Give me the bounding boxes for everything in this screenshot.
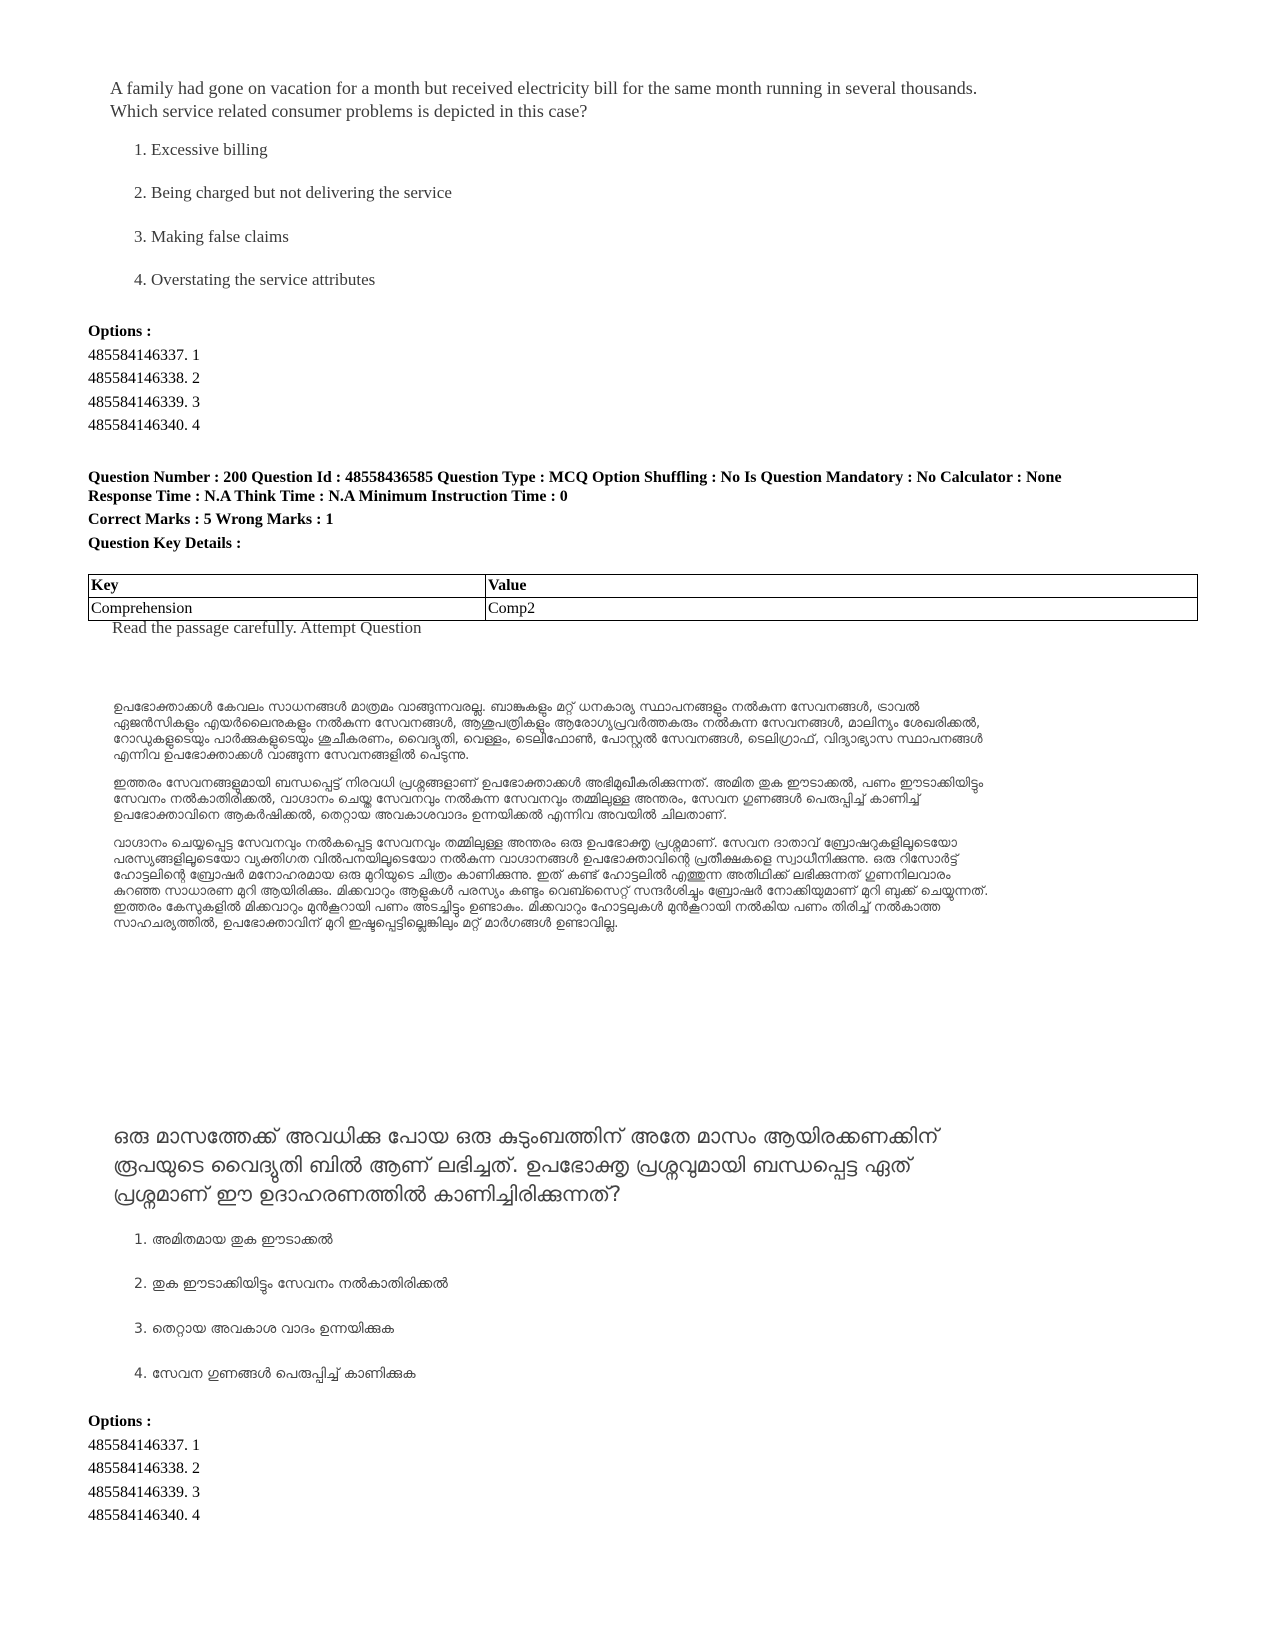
option-id: 485584146337. 1 — [88, 347, 200, 364]
passage-paragraph: ഉപഭോക്താക്കൾ കേവലം സാധനങ്ങൾ മാത്രമം വാങ്ങുന്നവരല്ല. ബാങ്കുകളും മറ്റ് ധനകാര്യ സ്ഥാപനങ്ങളും നൽകുന്ന സേവനങ്ങൾ, ട്രാവൽ ഏജൻസികളും എയർലൈനുകളും നൽകുന്ന സേവനങ്ങൾ, ആശുപത്രികളും ആരോഗ്യപ്രവർത്തകരും നൽകുന്ന സേവനങ്ങൾ, മാലിന്യം ശേഖരിക്കൽ, റോഡുകളുടെയും പാർക്കുകളുടെയും ശുചീകരണം, വൈദ്യുതി, വെള്ളം, ടെലിഫോൺ, പോസ്റ്റൽ സേവനങ്ങൾ, ടെലിഗ്രാഫ്, വിദ്യാഭ്യാസ സ്ഥാപനങ്ങൾ എന്നിവ ഉപഭോക്താക്കൾ വാങ്ങുന്ന സേവനങ്ങളിൽ പെടുന്നു. — [113, 700, 983, 763]
question-text — [110, 77, 1010, 123]
choice-item: 4. സേവന ഗുണങ്ങൾ പെരുപ്പിച്ച് കാണിക്കുക — [134, 1366, 416, 1382]
choice-item: 3. തെറ്റായ അവകാശ വാദം ഉന്നയിക്കുക — [134, 1321, 394, 1337]
option-id: 485584146338. 2 — [88, 370, 200, 387]
option-id: 485584146339. 3 — [88, 394, 200, 411]
key-details-label: Question Key Details : — [88, 535, 242, 552]
choice-item: 2. തുക ഈടാക്കിയിട്ടും സേവനം നൽകാതിരിക്കൽ — [134, 1276, 448, 1292]
option-id: 485584146338. 2 — [88, 1460, 200, 1477]
question-header — [88, 468, 1208, 506]
marks-line: Correct Marks : 5 Wrong Marks : 1 — [88, 511, 334, 528]
table-header-cell: Value — [486, 575, 1198, 598]
option-id: 485584146339. 3 — [88, 1484, 200, 1501]
table-cell: Comp2 — [486, 598, 1198, 621]
option-id: 485584146337. 1 — [88, 1437, 200, 1454]
table-header-cell: Key — [89, 575, 486, 598]
passage-instruction: Read the passage carefully. Attempt Question — [112, 618, 422, 637]
choice-item: 3. Making false claims — [134, 227, 289, 246]
malayalam-question: ഒരു മാസത്തേക്ക് അവധിക്കു പോയ ഒരു കുടുംബത്തിന് അതേ മാസം ആയിരക്കണക്കിന് രൂപയുടെ വൈദ്യുതി ബിൽ ആണ് ലഭിച്ചത്. ഉപഭോക്തൃ പ്രശ്നവുമായി ബന്ധപ്പെട്ട ഏത് പ്രശ്നമാണ് ഈ ഉദാഹരണത്തിൽ കാണിച്ചിരിക്കുന്നത്? — [113, 1124, 939, 1206]
table-cell: Comprehension — [89, 598, 486, 621]
choice-item: 4. Overstating the service attributes — [134, 270, 376, 289]
question-header-line2: Response Time : N.A Think Time : N.A Minimum Instruction Time : 0 — [88, 488, 568, 505]
table-header-row — [89, 575, 1198, 598]
choice-item: 1. Excessive billing — [134, 140, 268, 159]
question-stem: A family had gone on vacation for a month but received electricity bill for the same month running in several thousands. Which service related consumer problems is depicted in this case? — [110, 78, 978, 121]
passage — [113, 700, 993, 944]
option-id: 485584146340. 4 — [88, 417, 200, 434]
option-id: 485584146340. 4 — [88, 1507, 200, 1524]
options-label: Options : — [88, 323, 152, 340]
passage-paragraph: ഇത്തരം സേവനങ്ങളുമായി ബന്ധപ്പെട്ട് നിരവധി പ്രശ്നങ്ങളാണ് ഉപഭോക്താക്കൾ അഭിമുഖീകരിക്കുന്നത്. അമിത തുക ഈടാക്കൽ, പണം ഈടാക്കിയിട്ടും സേവനം നൽകാതിരിക്കൽ, വാഗ്ദാനം ചെയ്ത സേവനവും നൽകുന്ന സേവനവും തമ്മിലുള്ള അന്തരം, സേവന ഗുണങ്ങൾ പെരുപ്പിച്ച് കാണിച്ച് ഉപഭോക്താവിനെ ആകർഷിക്കൽ, തെറ്റായ അവകാശവാദം ഉന്നയിക്കൽ എന്നിവ അവയിൽ ചിലതാണ്. — [113, 776, 984, 823]
choice-item: 2. Being charged but not delivering the service — [134, 183, 452, 202]
options-label: Options : — [88, 1413, 152, 1430]
key-details-table — [88, 574, 1198, 621]
choice-item: 1. അമിതമായ തുക ഈടാക്കൽ — [134, 1232, 333, 1248]
passage-paragraph: വാഗ്ദാനം ചെയ്യപ്പെട്ട സേവനവും നൽകപ്പെട്ട സേവനവും തമ്മിലുള്ള അന്തരം ഒരു ഉപഭോക്തൃ പ്രശ്നമാണ്. സേവന ദാതാവ് ബ്രോഷറുകളിലൂടെയോ പരസ്യങ്ങളിലൂടെയോ വ്യക്തിഗത വിൽപനയിലൂടെയോ നൽകുന്ന വാഗ്ദാനങ്ങൾ ഉപഭോക്താവിന്റെ പ്രതീക്ഷകളെ സ്വാധീനിക്കുന്നു. ഒരു റിസോർട്ട് ഹോട്ടലിന്റെ ബ്രോഷർ മനോഹരമായ ഒരു മുറിയുടെ ചിത്രം കാണിക്കുന്നു. ഇത് കണ്ട് ഹോട്ടലിൽ എത്തുന്ന അതിഥിക്ക് ലഭിക്കുന്നത് ഗുണനിലവാരം കുറഞ്ഞ സാധാരണ മുറി ആയിരിക്കും. മിക്കവാറും ആളുകൾ പരസ്യം കണ്ടും വെബ്സൈറ്റ് സന്ദർശിച്ചും ബ്രോഷർ നോക്കിയുമാണ് മുറി ബുക്ക് ചെയ്യുന്നത്. ഇത്തരം കേസുകളിൽ മിക്കവാറും മുൻകൂറായി പണം അടച്ചിട്ടും ഉണ്ടാകും. മിക്കവാറും ഹോട്ടലുകൾ മുൻകൂറായി നൽകിയ പണം തിരിച്ച് നൽകാത്ത സാഹചര്യത്തിൽ, ഉപഭോക്താവിന് മുറി ഇഷ്ടപ്പെട്ടില്ലെങ്കിലും മറ്റ് മാർഗങ്ങൾ ഉണ്ടാവില്ല. — [113, 836, 989, 931]
question-header-line1: Question Number : 200 Question Id : 48558436585 Question Type : MCQ Option Shuffling : No Is Question Mandatory : No Calculator : None — [88, 469, 1062, 486]
